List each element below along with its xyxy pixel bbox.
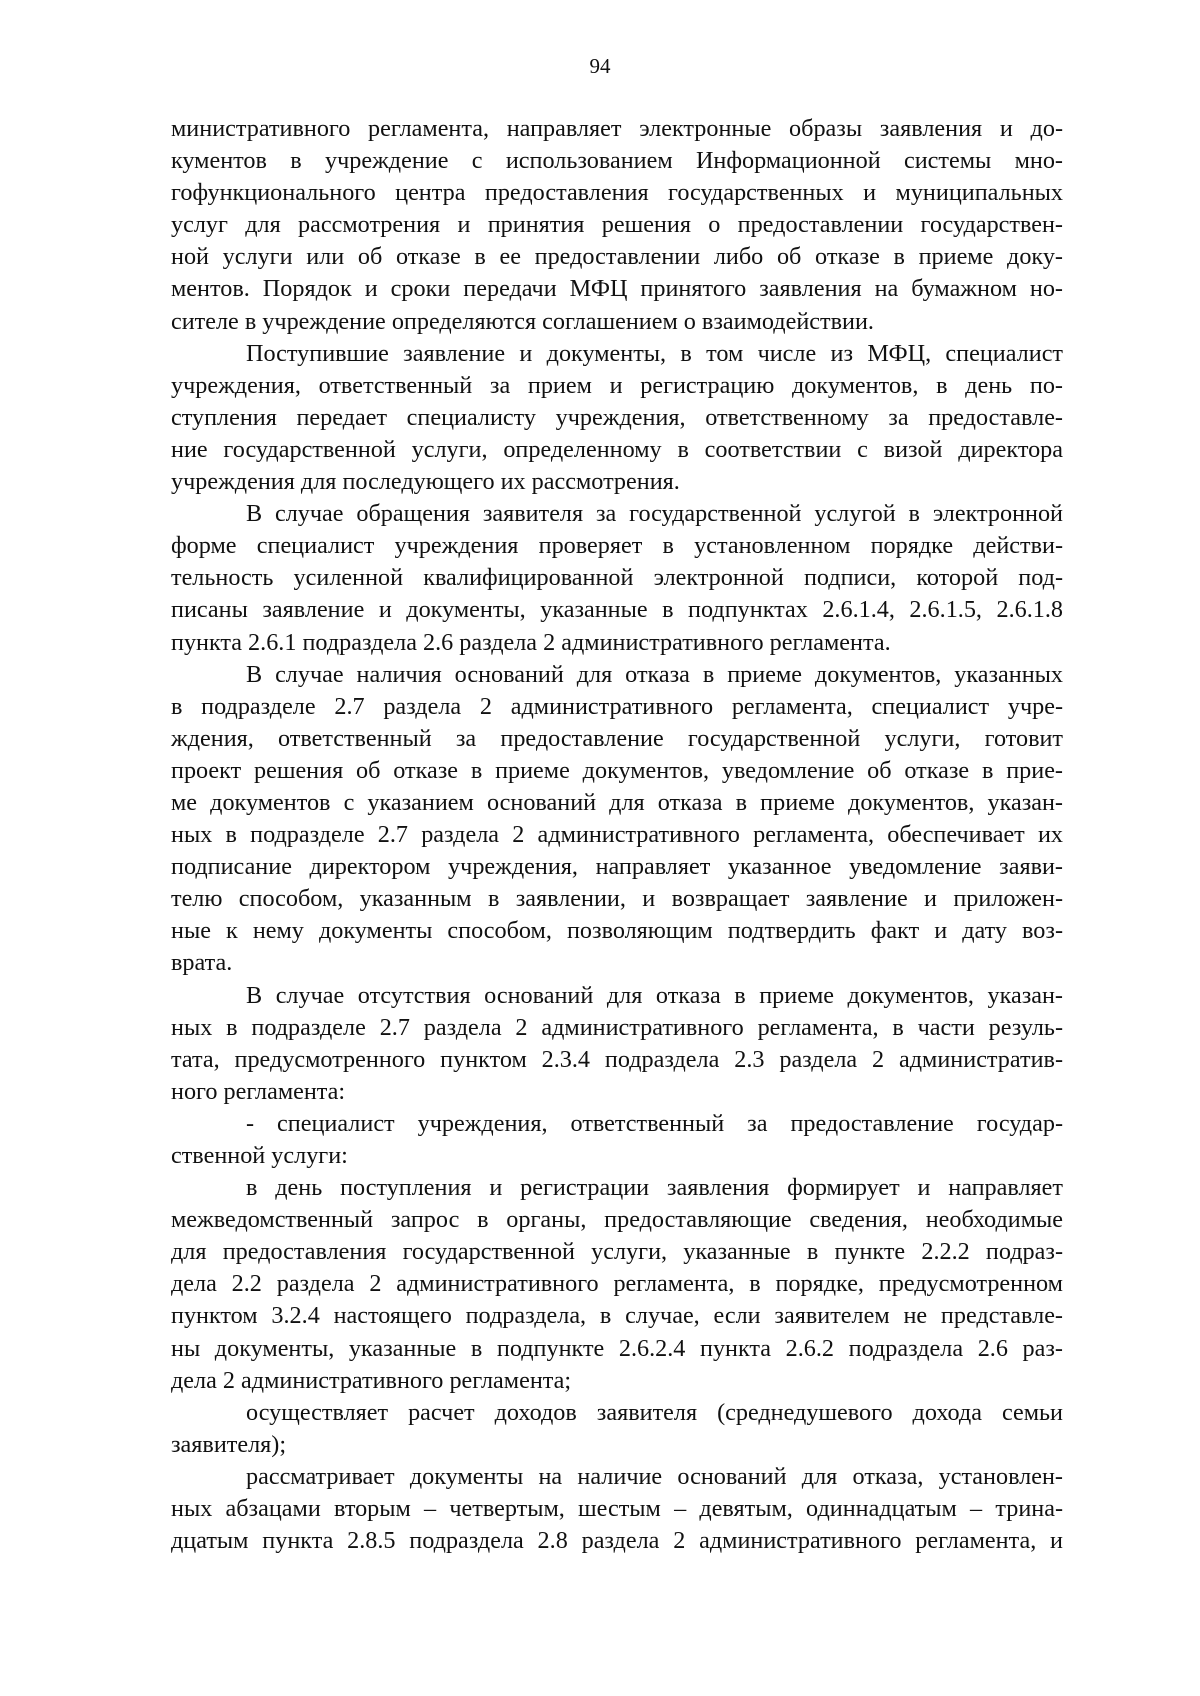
text-line: учреждения для последующего их рассмотрения. xyxy=(171,468,680,496)
text-line: ных в подразделе 2.7 раздела 2 административного регламента, обеспечивает их xyxy=(171,821,1063,849)
text-line: ментов. Порядок и сроки передачи МФЦ принятого заявления на бумажном но- xyxy=(171,275,1063,303)
text-line: писаны заявление и документы, указанные в подпунктах 2.6.1.4, 2.6.1.5, 2.6.1.8 xyxy=(171,596,1063,624)
text-line: ных абзацами вторым – четвертым, шестым – девятым, одиннадцатым – трина- xyxy=(171,1495,1063,1523)
text-line: ступления передает специалисту учреждения, ответственному за предоставле- xyxy=(171,403,1063,431)
text-line: форме специалист учреждения проверяет в установленном порядке действи- xyxy=(171,532,1063,560)
text-line: рассматривает документы на наличие оснований для отказа, установлен- xyxy=(246,1462,1063,1490)
page-number: 94 xyxy=(589,54,611,78)
text-line: осуществляет расчет доходов заявителя (среднедушевого дохода семьи xyxy=(246,1398,1063,1426)
text-line: в день поступления и регистрации заявления формирует и направляет xyxy=(246,1174,1063,1202)
text-line: ме документов с указанием оснований для отказа в приеме документов, указан- xyxy=(171,788,1063,816)
text-line: врата. xyxy=(171,949,233,977)
text-line: проект решения об отказе в приеме документов, уведомление об отказе в прие- xyxy=(171,756,1063,784)
text-line: В случае наличия оснований для отказа в приеме документов, указанных xyxy=(246,660,1063,688)
text-line: дцатым пункта 2.8.5 подраздела 2.8 раздела 2 административного регламента, и xyxy=(171,1527,1063,1555)
text-line: дела 2.2 раздела 2 административного регламента, в порядке, предусмотренном xyxy=(171,1270,1063,1298)
text-line: дела 2 административного регламента; xyxy=(171,1366,572,1394)
text-line: министративного регламента, направляет электронные образы заявления и до- xyxy=(171,115,1063,142)
text-line: межведомственный запрос в органы, предоставляющие сведения, необходимые xyxy=(171,1206,1063,1234)
text-line: пунктом 3.2.4 настоящего подраздела, в случае, если заявителем не представле- xyxy=(171,1302,1063,1330)
text-line: ние государственной услуги, определенному в соответствии с визой директора xyxy=(171,435,1063,463)
text-line: пункта 2.6.1 подраздела 2.6 раздела 2 административного регламента. xyxy=(171,628,891,656)
text-line: в подразделе 2.7 раздела 2 административного регламента, специалист учре- xyxy=(171,692,1063,720)
text-line: кументов в учреждение с использованием Информационной системы мно- xyxy=(171,147,1063,175)
text-line: учреждения, ответственный за прием и регистрацию документов, в день по- xyxy=(171,371,1063,399)
text-line: сителе в учреждение определяются соглашением о взаимодействии. xyxy=(171,307,874,335)
text-line: для предоставления государственной услуги, указанные в пункте 2.2.2 подраз- xyxy=(171,1238,1063,1266)
text-line: - специалист учреждения, ответственный за предоставление государ- xyxy=(246,1109,1063,1137)
text-line: ных в подразделе 2.7 раздела 2 административного регламента, в части резуль- xyxy=(171,1013,1063,1041)
text-line: ны документы, указанные в подпункте 2.6.2.4 пункта 2.6.2 подраздела 2.6 раз- xyxy=(171,1334,1063,1362)
text-line: тельность усиленной квалифицированной электронной подписи, которой под- xyxy=(171,564,1063,592)
text-line: телю способом, указанным в заявлении, и возвращает заявление и приложен- xyxy=(171,885,1063,913)
text-line: ственной услуги: xyxy=(171,1142,348,1169)
text-line: Поступившие заявление и документы, в том числе из МФЦ, специалист xyxy=(246,339,1063,367)
text-line: заявителя); xyxy=(171,1430,287,1458)
text-line: подписание директором учреждения, направляет указанное уведомление заяви- xyxy=(171,853,1063,881)
text-line: тата, предусмотренного пунктом 2.3.4 подраздела 2.3 раздела 2 административ- xyxy=(171,1045,1063,1073)
document-body xyxy=(171,113,1063,1557)
text-line: ждения, ответственный за предоставление государственной услуги, готовит xyxy=(171,724,1063,752)
text-line: гофункционального центра предоставления государственных и муниципальных xyxy=(171,179,1063,207)
text-line: ные к нему документы способом, позволяющим подтвердить факт и дату воз- xyxy=(171,917,1063,945)
text-line: В случае обращения заявителя за государственной услугой в электронной xyxy=(246,500,1063,528)
text-line: услуг для рассмотрения и принятия решения о предоставлении государствен- xyxy=(171,211,1063,239)
text-line: ной услуги или об отказе в ее предоставлении либо об отказе в приеме доку- xyxy=(171,243,1063,271)
text-line: В случае отсутствия оснований для отказа в приеме документов, указан- xyxy=(246,981,1063,1009)
text-line: ного регламента: xyxy=(171,1077,346,1105)
